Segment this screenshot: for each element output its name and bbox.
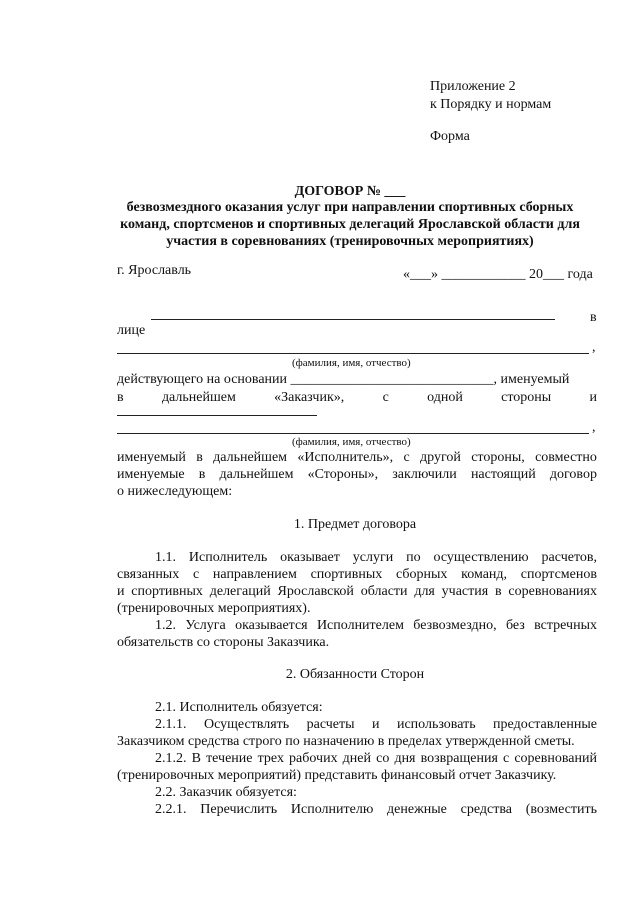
s2-1-heading: 2.1. Исполнитель обязуется: xyxy=(155,700,323,715)
word: совместно xyxy=(535,450,597,465)
word: одной xyxy=(427,390,463,405)
word: стороны xyxy=(501,390,552,405)
word: с xyxy=(382,390,389,405)
s1-p1-line-2: связанных с направлением спортивных сборных команд, спортсменов xyxy=(117,567,597,582)
contract-subtitle-line-3: участия в соревнованиях (тренировочных мероприятиях) xyxy=(166,234,534,249)
contract-heading: ДОГОВОР № ___ xyxy=(294,184,406,199)
word: и xyxy=(589,390,597,405)
executor-definition-line xyxy=(117,449,597,466)
sides-definition-line xyxy=(117,466,597,483)
comma-1: , xyxy=(592,340,596,355)
section-1-title: 1. Предмет договора xyxy=(293,517,417,532)
fio-caption-2: (фамилия, имя, отчество) xyxy=(292,436,411,448)
customer-name-line xyxy=(151,319,555,320)
customer-definition-line xyxy=(117,389,597,406)
word: именуемые xyxy=(117,467,185,482)
city: г. Ярославль xyxy=(117,263,192,278)
s1-p2-line-1: 1.2. Услуга оказывается Исполнителем безвозмездно, без встречных xyxy=(155,618,597,633)
word: «Заказчик», xyxy=(274,390,345,405)
s1-p2-line-2: обязательств со стороны Заказчика. xyxy=(117,635,330,650)
executor-name-line xyxy=(117,433,589,434)
word: другой xyxy=(420,450,461,465)
s2-1-2-line-2: (тренировочных мероприятий) представить финансовый отчет Заказчику. xyxy=(117,768,557,783)
contract-date: «___» ____________ 20___ года xyxy=(403,267,593,282)
fio-caption-1: (фамилия, имя, отчество) xyxy=(292,357,411,369)
following-text: о нижеследующем: xyxy=(117,484,233,499)
s2-1-1-line-1: 2.1.1. Осуществлять расчеты и использовать предоставленные xyxy=(155,717,597,732)
form-label: Форма xyxy=(430,129,470,144)
appendix-label: Приложение 2 xyxy=(430,79,516,94)
word: дальнейшем xyxy=(213,450,288,465)
s1-p1-line-1: 1.1. Исполнитель оказывает услуги по осуществлению расчетов, xyxy=(155,550,597,565)
word: «Исполнитель», xyxy=(297,450,394,465)
word: настоящий xyxy=(470,467,536,482)
s2-1-1-line-2: Заказчиком средства строго по назначению в пределах утвержденной сметы. xyxy=(117,734,575,749)
s1-p1-line-4: (тренировочных мероприятиях). xyxy=(117,601,311,616)
in-word: в xyxy=(590,310,597,325)
s2-2-heading: 2.2. Заказчик обязуется: xyxy=(155,785,297,800)
word: с xyxy=(403,450,410,465)
word: в xyxy=(117,390,124,405)
lice-word: лице xyxy=(117,323,146,338)
word: именуемый xyxy=(117,450,186,465)
s1-p1-line-3: и спортивных делегаций Ярославской области для участия в соревнованиях xyxy=(117,584,597,599)
word: дальнейшем xyxy=(219,467,294,482)
contract-subtitle-line-1: безвозмездного оказания услуг при направлении спортивных сборных xyxy=(126,200,574,215)
word: в xyxy=(198,467,206,482)
contract-subtitle-line-2: команд, спортсменов и спортивных делегаций Ярославской области для xyxy=(120,217,580,232)
order-reference: к Порядку и нормам xyxy=(430,97,552,112)
word: дальнейшем xyxy=(161,390,236,405)
representative-name-line xyxy=(117,353,589,354)
executor-org-line xyxy=(117,415,317,416)
s2-1-2-line-1: 2.1.2. В течение трех рабочих дней со дня возвращения с соревнований xyxy=(155,751,597,766)
comma-2: , xyxy=(592,420,596,435)
word: «Стороны», xyxy=(307,467,379,482)
section-2-title: 2. Обязанности Сторон xyxy=(285,667,425,682)
word: заключили xyxy=(392,467,457,482)
s2-2-1-line-1: 2.2.1. Перечислить Исполнителю денежные средства (возместить xyxy=(155,802,597,817)
word: стороны, xyxy=(471,450,525,465)
word: в xyxy=(196,450,203,465)
word: договор xyxy=(549,467,597,482)
acting-basis-line: действующего на основании _____________________________, именуемый xyxy=(117,372,570,387)
